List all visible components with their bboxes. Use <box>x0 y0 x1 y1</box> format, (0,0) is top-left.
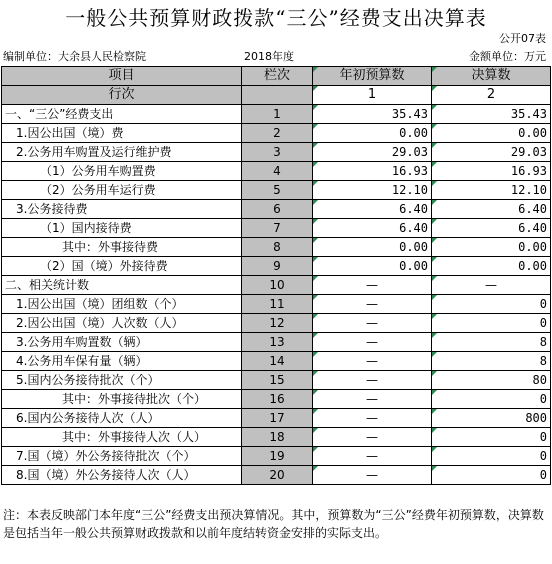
row-item: 8.国（境）外公务接待人次（人） <box>2 466 242 485</box>
row-final: 35.43 <box>432 105 551 124</box>
row-item: 7.国（境）外公务接待批次（个） <box>2 447 242 466</box>
header-item: 项目 <box>2 67 242 86</box>
table-row <box>2 276 551 295</box>
row-item: 3.公务用车购置数（辆） <box>2 333 242 352</box>
row-final: 0.00 <box>432 124 551 143</box>
row-budget: — <box>313 333 432 352</box>
row-seq: 13 <box>242 333 313 352</box>
row-budget: — <box>313 447 432 466</box>
row-final: 0.00 <box>432 238 551 257</box>
row-budget: — <box>313 371 432 390</box>
row-item: 2.公务用车购置及运行维护费 <box>2 143 242 162</box>
expenditure-table <box>1 66 551 485</box>
table-row <box>2 143 551 162</box>
row-final: 6.40 <box>432 200 551 219</box>
row-item: 1.因公出国（境）团组数（个） <box>2 295 242 314</box>
header-row-label: 行次 <box>2 86 242 105</box>
row-item: （1）公务用车购置费 <box>2 162 242 181</box>
row-seq: 7 <box>242 219 313 238</box>
table-code: 公开07表 <box>499 32 546 45</box>
table-row <box>2 314 551 333</box>
row-budget: 12.10 <box>313 181 432 200</box>
row-seq: 14 <box>242 352 313 371</box>
table-row <box>2 162 551 181</box>
row-seq: 12 <box>242 314 313 333</box>
row-final: 29.03 <box>432 143 551 162</box>
row-seq: 18 <box>242 428 313 447</box>
row-final: 0 <box>432 390 551 409</box>
row-budget: 0.00 <box>313 257 432 276</box>
row-seq: 1 <box>242 105 313 124</box>
row-item: （2）国（境）外接待费 <box>2 257 242 276</box>
row-item: 其中：外事接待费 <box>2 238 242 257</box>
table-row <box>2 466 551 485</box>
table-row <box>2 219 551 238</box>
row-final: 80 <box>432 371 551 390</box>
row-final: 800 <box>432 409 551 428</box>
row-item: （2）公务用车运行费 <box>2 181 242 200</box>
header-seq: 栏次 <box>242 67 313 86</box>
row-item: 二、相关统计数 <box>2 276 242 295</box>
table-row <box>2 257 551 276</box>
row-item: 一、“三公”经费支出 <box>2 105 242 124</box>
header-row <box>2 67 551 86</box>
row-item: 5.国内公务接待批次（个） <box>2 371 242 390</box>
row-seq: 20 <box>242 466 313 485</box>
table-row <box>2 124 551 143</box>
row-final: 12.10 <box>432 181 551 200</box>
header-row-index <box>2 86 551 105</box>
row-seq: 3 <box>242 143 313 162</box>
header-final: 决算数 <box>432 67 551 86</box>
row-seq: 2 <box>242 124 313 143</box>
row-budget: 0.00 <box>313 238 432 257</box>
table-row <box>2 105 551 124</box>
row-budget: — <box>313 466 432 485</box>
row-item: 2.因公出国（境）人次数（人） <box>2 314 242 333</box>
row-item: 6.国内公务接待人次（人） <box>2 409 242 428</box>
row-final: 0.00 <box>432 257 551 276</box>
row-seq: 5 <box>242 181 313 200</box>
table-row <box>2 447 551 466</box>
row-budget: — <box>313 314 432 333</box>
row-final: 0 <box>432 314 551 333</box>
row-budget: 6.40 <box>313 200 432 219</box>
row-final: 8 <box>432 352 551 371</box>
table-row <box>2 371 551 390</box>
row-seq: 6 <box>242 200 313 219</box>
row-budget: 6.40 <box>313 219 432 238</box>
row-final: 16.93 <box>432 162 551 181</box>
header-budget: 年初预算数 <box>313 67 432 86</box>
table-row <box>2 352 551 371</box>
row-budget: 35.43 <box>313 105 432 124</box>
table-row <box>2 238 551 257</box>
row-seq: 8 <box>242 238 313 257</box>
row-seq: 15 <box>242 371 313 390</box>
fiscal-year: 2018年度 <box>244 50 294 63</box>
row-item: 1.因公出国（境）费 <box>2 124 242 143</box>
row-budget: 0.00 <box>313 124 432 143</box>
row-final: 0 <box>432 428 551 447</box>
row-seq: 19 <box>242 447 313 466</box>
row-budget: — <box>313 428 432 447</box>
row-budget: 29.03 <box>313 143 432 162</box>
compiling-unit: 编制单位：大余县人民检察院 <box>3 50 146 63</box>
row-seq: 16 <box>242 390 313 409</box>
header-col2: 2 <box>432 86 551 105</box>
table-row <box>2 428 551 447</box>
row-budget: — <box>313 409 432 428</box>
row-item: （1）国内接待费 <box>2 219 242 238</box>
row-item: 3.公务接待费 <box>2 200 242 219</box>
row-seq: 10 <box>242 276 313 295</box>
table-row <box>2 409 551 428</box>
row-item: 其中：外事接待人次（人） <box>2 428 242 447</box>
row-final: 0 <box>432 466 551 485</box>
table-row <box>2 295 551 314</box>
row-item: 其中：外事接待批次（个） <box>2 390 242 409</box>
row-item: 4.公务用车保有量（辆） <box>2 352 242 371</box>
table-row <box>2 200 551 219</box>
header-col1: 1 <box>313 86 432 105</box>
row-seq: 17 <box>242 409 313 428</box>
row-final: 8 <box>432 333 551 352</box>
row-seq: 4 <box>242 162 313 181</box>
table-row <box>2 333 551 352</box>
row-budget: — <box>313 276 432 295</box>
row-budget: — <box>313 295 432 314</box>
row-final: — <box>432 276 551 295</box>
row-final: 0 <box>432 447 551 466</box>
row-seq: 11 <box>242 295 313 314</box>
row-final: 6.40 <box>432 219 551 238</box>
table-row <box>2 390 551 409</box>
row-budget: 16.93 <box>313 162 432 181</box>
row-final: 0 <box>432 295 551 314</box>
row-seq: 9 <box>242 257 313 276</box>
amount-unit: 金额单位：万元 <box>469 50 546 63</box>
page-title: 一般公共预算财政拨款“三公”经费支出决算表 <box>65 6 487 30</box>
table-row <box>2 181 551 200</box>
row-budget: — <box>313 390 432 409</box>
footnote: 注：本表反映部门本年度“三公”经费支出预决算情况。其中，预算数为“三公”经费年初预算数，决算数是包括当年一般公共预算财政拨款和以前年度结转资金安排的实际支出。 <box>3 508 544 540</box>
header-blank <box>242 86 313 105</box>
row-budget: — <box>313 352 432 371</box>
